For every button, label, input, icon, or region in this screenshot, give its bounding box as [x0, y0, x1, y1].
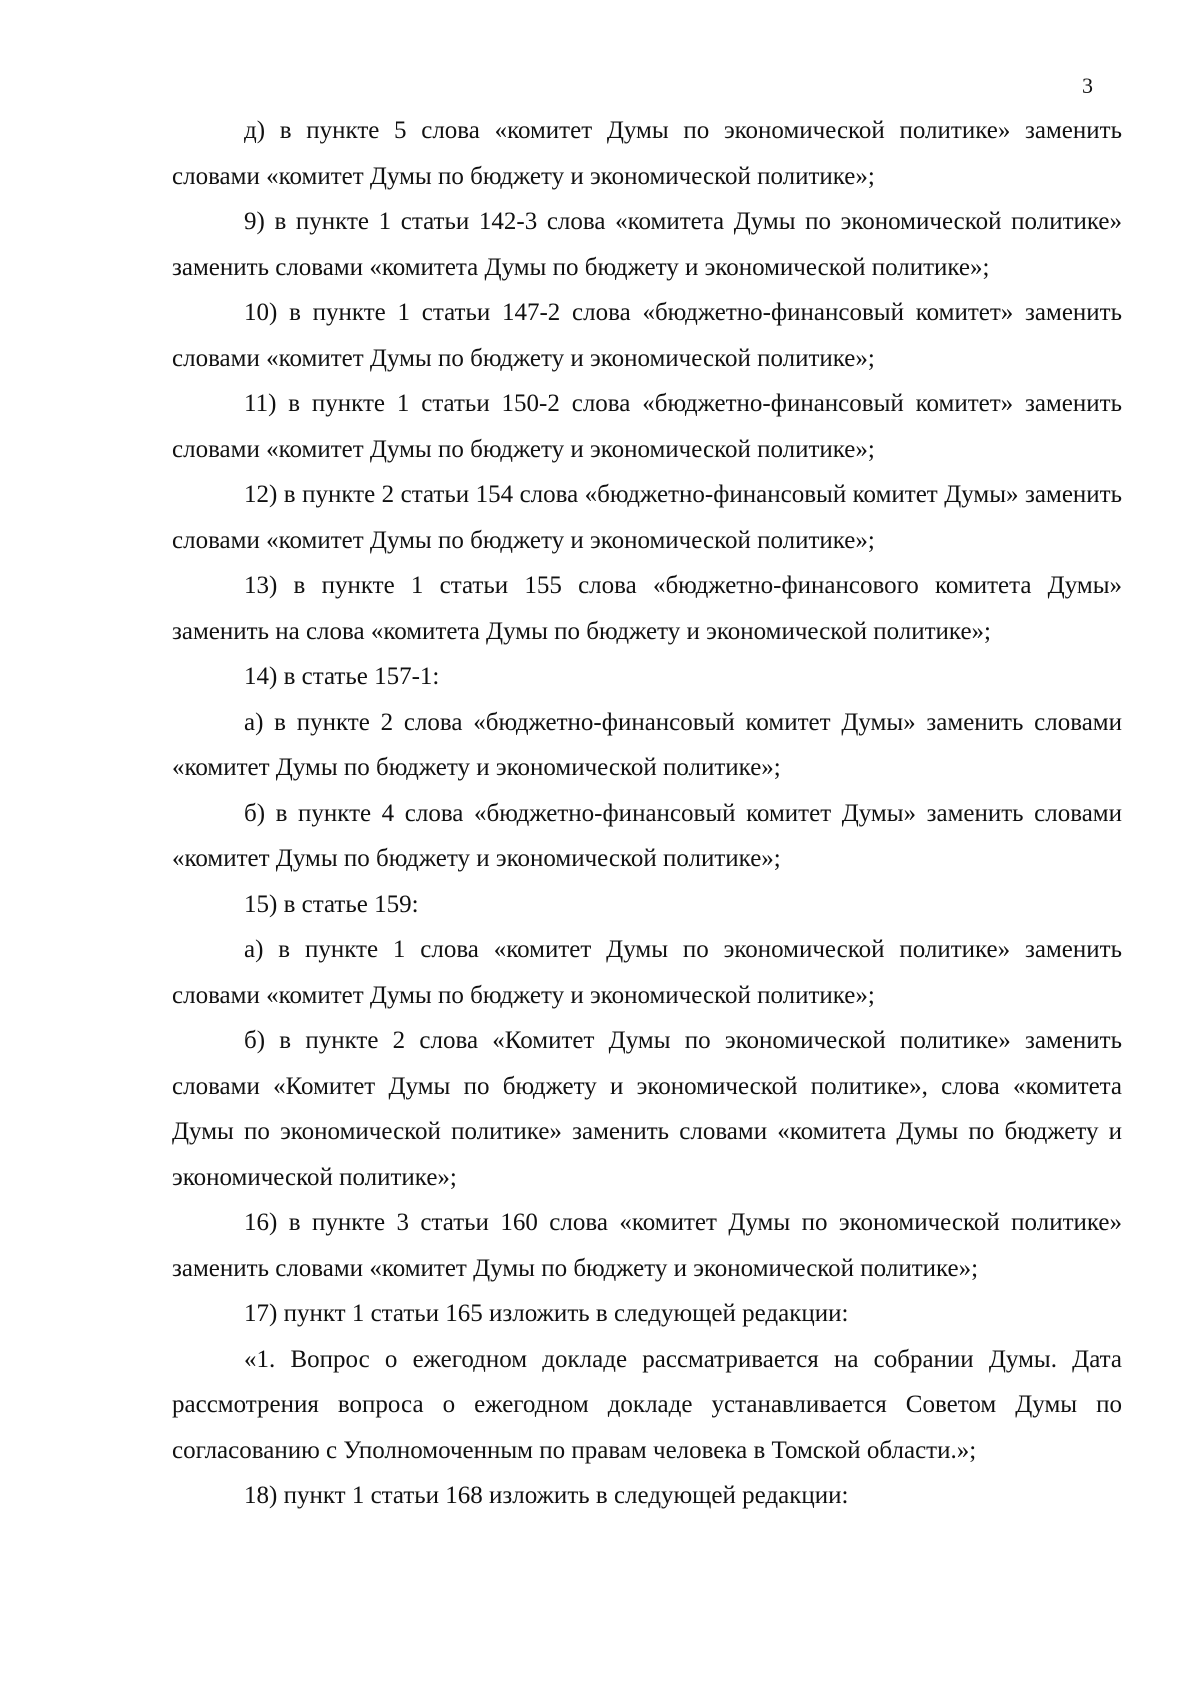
- paragraph-item-12: 12) в пункте 2 статьи 154 слова «бюджетно-финансовый комитет Думы» заменить словами «комитет Думы по бюджету и экономической политике»;: [172, 481, 1122, 554]
- paragraph-item-17: 17) пункт 1 статьи 165 изложить в следующей редакции:: [244, 1300, 849, 1327]
- paragraph-item-11: 11) в пункте 1 статьи 150-2 слова «бюджетно-финансовый комитет» заменить словами «комитет Думы по бюджету и экономической политике»;: [172, 390, 1122, 463]
- paragraph-item-9: 9) в пункте 1 статьи 142-3 слова «комитета Думы по экономической политике» заменить словами «комитета Думы по бюджету и экономической политике»;: [172, 208, 1122, 281]
- paragraph-item-15a: а) в пункте 1 слова «комитет Думы по экономической политике» заменить словами «комитет Думы по бюджету и экономической политике»;: [172, 936, 1122, 1009]
- paragraph-item-d-punkt-5: д) в пункте 5 слова «комитет Думы по экономической политике» заменить словами «комитет Думы по бюджету и экономической политике»;: [172, 117, 1122, 190]
- document-body: [172, 108, 1122, 1519]
- paragraph-item-14b: б) в пункте 4 слова «бюджетно-финансовый комитет Думы» заменить словами «комитет Думы по бюджету и экономической политике»;: [172, 799, 1122, 872]
- paragraph-quote-punkt-1: «1. Вопрос о ежегодном докладе рассматривается на собрании Думы. Дата рассмотрения вопроса о ежегодном докладе устанавливается Советом Думы по согласованию с Уполномоченным по правам человека в Томской области.»;: [172, 1345, 1122, 1464]
- paragraph-item-18: 18) пункт 1 статьи 168 изложить в следующей редакции:: [244, 1482, 849, 1509]
- page-number: 3: [1082, 73, 1093, 98]
- paragraph-item-15b: б) в пункте 2 слова «Комитет Думы по экономической политике» заменить словами «Комитет Думы по бюджету и экономической политике», слова «комитета Думы по экономической политике» заменить словами «комитета Думы по бюджету и экономической политике»;: [172, 1027, 1122, 1191]
- paragraph-item-16: 16) в пункте 3 статьи 160 слова «комитет Думы по экономической политике» заменить словами «комитет Думы по бюджету и экономической политике»;: [172, 1209, 1122, 1282]
- paragraph-item-14a: а) в пункте 2 слова «бюджетно-финансовый комитет Думы» заменить словами «комитет Думы по бюджету и экономической политике»;: [172, 708, 1122, 781]
- paragraph-item-13: 13) в пункте 1 статьи 155 слова «бюджетно-финансового комитета Думы» заменить на слова «комитета Думы по бюджету и экономической политике»;: [172, 572, 1122, 645]
- paragraph-item-14: 14) в статье 157-1:: [244, 663, 440, 690]
- paragraph-item-15: 15) в статье 159:: [244, 890, 419, 918]
- paragraph-item-10: 10) в пункте 1 статьи 147-2 слова «бюджетно-финансовый комитет» заменить словами «комитет Думы по бюджету и экономической политике»;: [172, 299, 1122, 372]
